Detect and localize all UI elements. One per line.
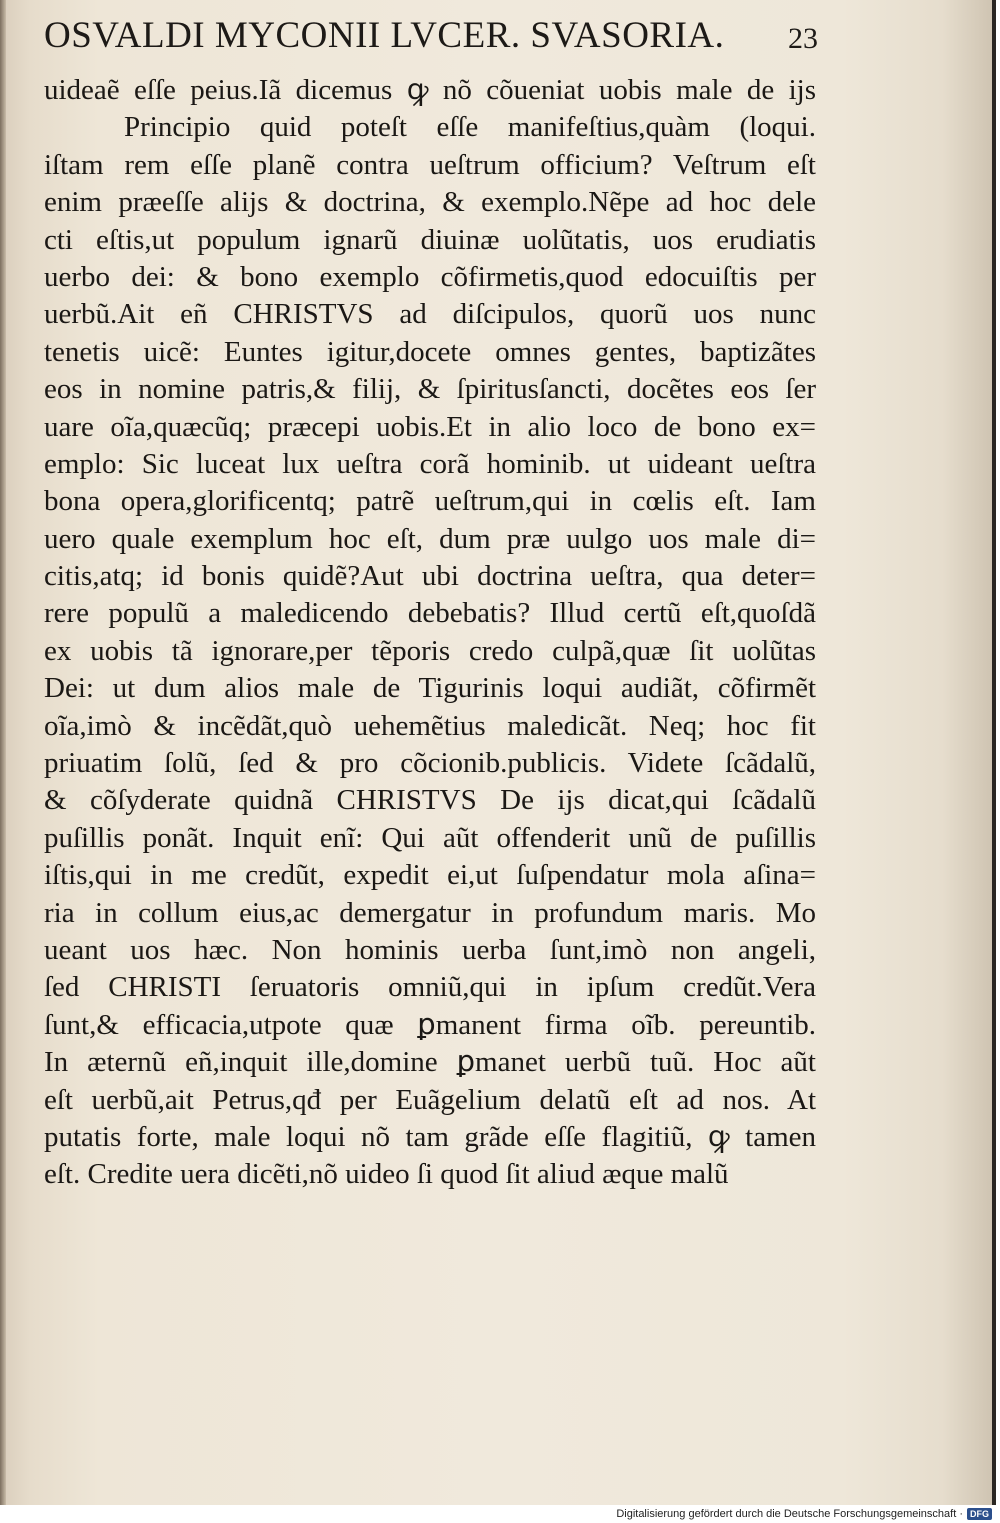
text-line: cti eſtis,ut populum ignarũ diuinæ uolũtatis, uos erudiatis: [44, 223, 816, 256]
text-line: emplo: Sic luceat lux ueſtra corã hominib. ut uideant ueſtra: [44, 447, 816, 480]
text-line: ex uobis tã ignorare,per tẽporis credo culpã,quæ ſit uolũtas: [44, 634, 816, 667]
dfg-logo: DFG: [967, 1508, 992, 1520]
digitization-credit: [616, 1508, 992, 1520]
text-line: iſtis,qui in me credũt, expedit ei,ut ſuſpendatur mola aſina=: [44, 859, 816, 892]
text-line: tenetis uicẽ: Euntes igitur,docete omnes gentes, baptizãtes: [44, 335, 816, 368]
text-line: ſunt,& efficacia,utpote quæ ꝑmanent firma oĩb. pereuntib.: [44, 1008, 816, 1041]
page-number: 23: [788, 22, 818, 55]
text-line: enim præeſſe alijs & doctrina, & exemplo.Nẽpe ad hoc dele: [44, 186, 816, 219]
text-line: uerbũ.Ait eñ CHRISTVS ad diſcipulos, quorũ uos nunc: [44, 298, 816, 331]
text-line: priuatim ſolũ, ſed & pro cõcionib.publicis. Videte ſcãdalũ,: [44, 747, 816, 780]
text-line: uerbo dei: & bono exemplo cõfirmetis,quod edocuiſtis per: [44, 260, 816, 293]
text-line: eſt uerbũ,ait Petrus,qđ per Euãgelium delatũ eſt ad nos. At: [44, 1083, 816, 1116]
text-line: bona opera,glorificentq; patrẽ ueſtrum,qui in cœlis eſt. Iam: [44, 485, 816, 518]
text-line: iſtam rem eſſe planẽ contra ueſtrum officium? Veſtrum eſt: [44, 148, 816, 181]
text-line: putatis forte, male loqui nõ tam grãde eſſe flagitiũ, ꝙ tamen: [44, 1120, 816, 1153]
text-line: & cõſyderate quidnã CHRISTVS De ijs dicat,qui ſcãdalũ: [44, 784, 816, 817]
text-line: uare oĩa,quæcũq; præcepi uobis.Et in alio loco de bono ex=: [44, 410, 816, 443]
text-line: uideaẽ eſſe peius.Iã dicemus ꝙ nõ cõueniat uobis male de ijs: [44, 74, 816, 106]
text-line: ria in collum eius,ac demergatur in profundum maris. Mo: [44, 896, 816, 929]
text-line: puſillis ponãt. Inquit enĩ: Qui aũt offenderit unũ de puſillis: [44, 821, 816, 854]
text-line: eſt. Credite uera dicẽti,nõ uideo ſi quod ſit aliud æque malũ: [44, 1158, 729, 1191]
text-line: eos in nomine patris,& filij, & ſpiritusſancti, docẽtes eos ſer: [44, 373, 816, 406]
text-line: citis,atq; id bonis quidẽ?Aut ubi doctrina ueſtra, qua deter=: [44, 560, 816, 593]
text-line: ueant uos hæc. Non hominis uerba ſunt,imò non angeli,: [44, 933, 816, 966]
text-line: oĩa,imò & incẽdãt,quò uehemẽtius maledicãt. Neq; hoc fit: [44, 709, 816, 742]
body-text: [44, 72, 816, 1194]
text-line: Dei: ut dum alios male de Tigurinis loqui audiãt, cõfirmẽt: [44, 672, 816, 705]
running-head: OSVALDI MYCONII LVCER. SVASORIA.: [44, 15, 725, 56]
text-line: uero quale exemplum hoc eſt, dum præ uulgo uos male di=: [44, 522, 816, 555]
page-gutter-edge: [0, 0, 6, 1505]
credit-text: Digitalisierung gefördert durch die Deutsche Forschungsgemeinschaft ·: [616, 1508, 963, 1520]
text-line: Principio quid poteſt eſſe manifeſtius,quàm (loqui.: [124, 111, 816, 144]
text-line: ſed CHRISTI ſeruatoris omniũ,qui in ipſum credũt.Vera: [44, 971, 816, 1004]
text-line: rere populũ a maledicendo debebatis? Illud certũ eſt,quoſdã: [44, 597, 816, 630]
text-line: In æternũ eñ,inquit ille,domine ꝑmanet uerbũ tuũ. Hoc aũt: [44, 1046, 816, 1079]
